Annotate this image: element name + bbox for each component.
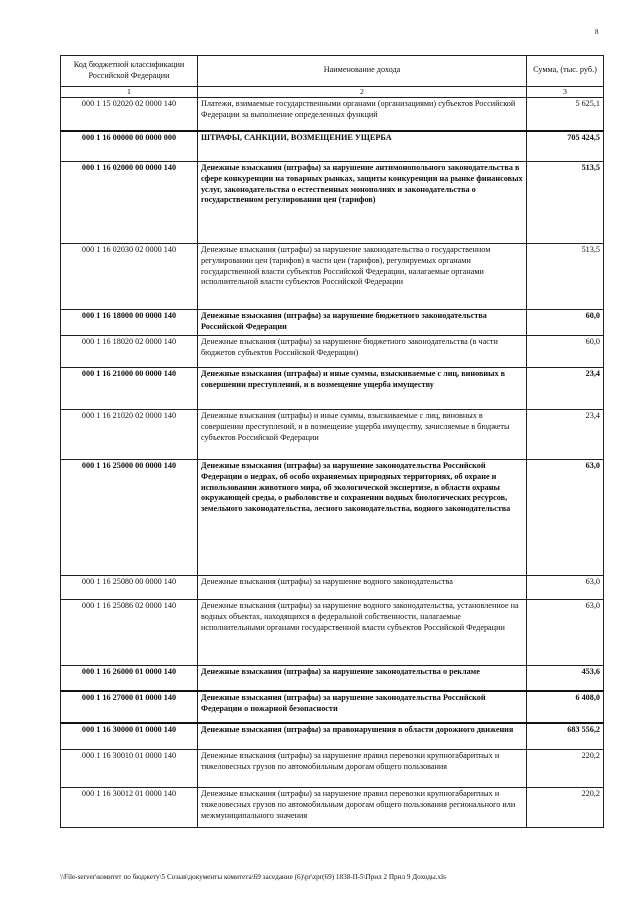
column-number: 1 (61, 86, 198, 97)
row-name: Денежные взыскания (штрафы) за нарушение водного законодательства, установленное на водных объектах, находящихся в федеральной собственности, налагаемые исполнительными органами государственной власти субъектов Российской Федерации (198, 599, 527, 665)
row-amount: 683 556,2 (527, 723, 604, 749)
row-name: Денежные взыскания (штрафы) за нарушение законодательства о рекламе (198, 665, 527, 691)
row-amount: 705 424,5 (527, 131, 604, 161)
row-amount: 63,0 (527, 599, 604, 665)
row-amount: 60,0 (527, 335, 604, 367)
table-row (61, 161, 604, 243)
table-row (61, 749, 604, 787)
column-number: 3 (527, 86, 604, 97)
row-name: Денежные взыскания (штрафы) и иные суммы, взыскиваемые с лиц, виновных в совершении преступлений, и в возмещение ущерба имуществу (198, 367, 527, 409)
column-number-row (61, 86, 604, 97)
row-name: Денежные взыскания (штрафы) за нарушение антимонопольного законодательства в сфере конкуренции на товарных рынках, защиты конкуренции на рынке финансовых услуг, законодательства о естественных монополиях и законодательства о государственном регулировании цен (тарифов) (198, 161, 527, 243)
row-amount: 23,4 (527, 367, 604, 409)
row-code: 000 1 16 25080 00 0000 140 (61, 575, 198, 599)
row-name: Денежные взыскания (штрафы) за нарушение бюджетного законодательства Российской Федерации (198, 309, 527, 335)
row-name: Денежные взыскания (штрафы) за правонарушения в области дорожного движения (198, 723, 527, 749)
table-row (61, 691, 604, 723)
income-table (60, 55, 604, 828)
page-number: 8 (595, 28, 599, 36)
row-name: Денежные взыскания (штрафы) за нарушение законодательства Российской Федерации о недрах, об особо охраняемых природных территориях, об охране и использовании животного мира, об экологической экспертизе, в области охраны окружающей среды, о рыболовстве и сохранении водных биологических ресурсов, земельного законодательства, лесного законодательства, водного законодательства (198, 459, 527, 575)
table-row (61, 787, 604, 827)
row-amount: 63,0 (527, 575, 604, 599)
table-row (61, 409, 604, 459)
row-amount: 453,6 (527, 665, 604, 691)
row-code: 000 1 16 02000 00 0000 140 (61, 161, 198, 243)
row-amount: 6 408,0 (527, 691, 604, 723)
row-name: Денежные взыскания (штрафы) за нарушение законодательства о государственном регулировании цен (тарифов) в части цен (тарифов), регулируемых органами государственной власти субъектов Российской Федерации, налагаемые органами исполнительной власти субъектов Российской Федерации (198, 243, 527, 309)
row-amount: 23,4 (527, 409, 604, 459)
table-row (61, 723, 604, 749)
row-code: 000 1 16 02030 02 0000 140 (61, 243, 198, 309)
table-row (61, 243, 604, 309)
row-code: 000 1 16 30000 01 0000 140 (61, 723, 198, 749)
row-code: 000 1 16 30010 01 0000 140 (61, 749, 198, 787)
row-amount: 513,5 (527, 161, 604, 243)
row-name: Денежные взыскания (штрафы) за нарушение правил перевозки крупногабаритных и тяжеловесных грузов по автомобильным дорогам общего пользования (198, 749, 527, 787)
table-row (61, 599, 604, 665)
table-header-row (61, 56, 604, 87)
table-row (61, 131, 604, 161)
row-code: 000 1 16 25086 02 0000 140 (61, 599, 198, 665)
row-name: Денежные взыскания (штрафы) за нарушение бюджетного законодательства (в части бюджетов субъектов Российской Федерации) (198, 335, 527, 367)
row-name: Денежные взыскания (штрафы) и иные суммы, взыскиваемые с лиц, виновных в совершении преступлений, и в возмещение ущерба имуществу, зачисляемые в бюджеты субъектов Российской Федерации (198, 409, 527, 459)
table-row (61, 335, 604, 367)
column-number: 2 (198, 86, 527, 97)
table-row (61, 97, 604, 131)
row-code: 000 1 15 02020 02 0000 140 (61, 97, 198, 131)
row-code: 000 1 16 25000 00 0000 140 (61, 459, 198, 575)
row-code: 000 1 16 21020 02 0000 140 (61, 409, 198, 459)
row-code: 000 1 16 27000 01 0000 140 (61, 691, 198, 723)
table-row (61, 309, 604, 335)
row-code: 000 1 16 18020 02 0000 140 (61, 335, 198, 367)
table-row (61, 459, 604, 575)
row-code: 000 1 16 00000 00 0000 000 (61, 131, 198, 161)
row-amount: 220,2 (527, 787, 604, 827)
row-name: Денежные взыскания (штрафы) за нарушение правил перевозки крупногабаритных и тяжеловесных грузов по автомобильным дорогам общего пользования регионального или межмуниципального значения (198, 787, 527, 827)
row-amount: 60,0 (527, 309, 604, 335)
table-row (61, 367, 604, 409)
row-code: 000 1 16 26000 01 0000 140 (61, 665, 198, 691)
row-code: 000 1 16 21000 00 0000 140 (61, 367, 198, 409)
header-code: Код бюджетной классификации Российской Федерации (61, 56, 198, 87)
row-name: Платежи, взимаемые государственными органами (организациями) субъектов Российской Федерации за выполнение определенных функций (198, 97, 527, 131)
header-name: Наименование дохода (198, 56, 527, 87)
file-path-footer: \\File-server\комитет по бюджету\5 Созыв\документы комитета\69 заседание (6)\pr\zpr(69) 1838-II-5\Прил 2 Прил 9 Доходы.xls (60, 873, 446, 881)
row-amount: 5 625,1 (527, 97, 604, 131)
table-row (61, 575, 604, 599)
row-name: Денежные взыскания (штрафы) за нарушение водного законодательства (198, 575, 527, 599)
row-amount: 513,5 (527, 243, 604, 309)
row-code: 000 1 16 30012 01 0000 140 (61, 787, 198, 827)
row-amount: 220,2 (527, 749, 604, 787)
header-amount: Сумма, (тыс. руб.) (527, 56, 604, 87)
row-code: 000 1 16 18000 00 0000 140 (61, 309, 198, 335)
row-amount: 63,0 (527, 459, 604, 575)
table-row (61, 665, 604, 691)
row-name: Денежные взыскания (штрафы) за нарушение законодательства Российской Федерации о пожарной безопасности (198, 691, 527, 723)
row-name: ШТРАФЫ, САНКЦИИ, ВОЗМЕЩЕНИЕ УЩЕРБА (198, 131, 527, 161)
